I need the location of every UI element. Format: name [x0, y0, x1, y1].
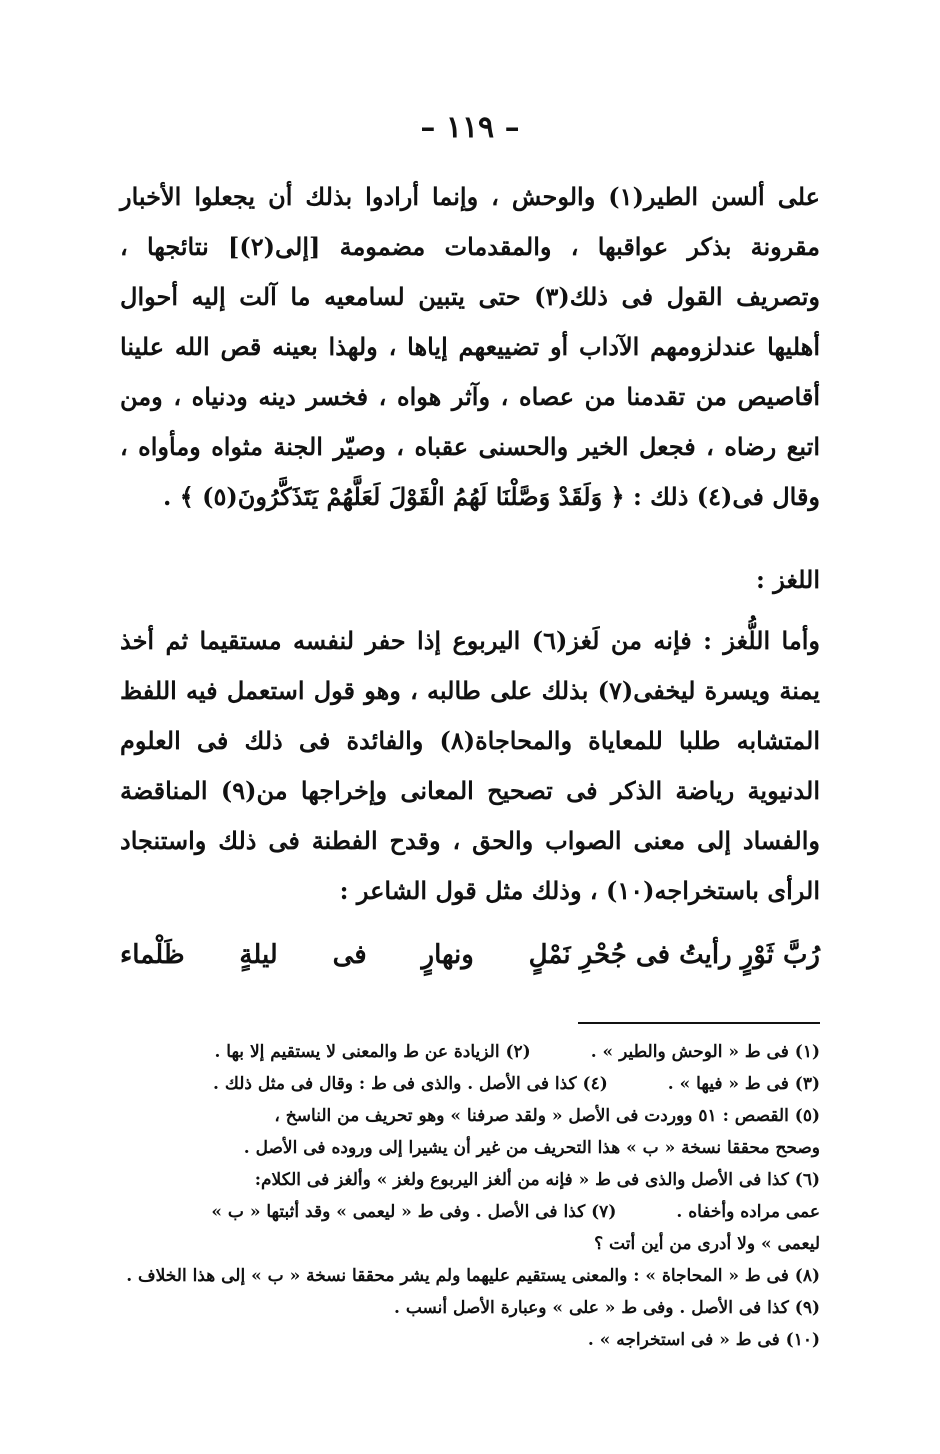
footnote-row: [120, 1068, 820, 1100]
verse-word-fi: فى: [332, 940, 367, 970]
section-heading-riddle: اللغز :: [756, 565, 820, 594]
footnote-2: (٢) الزيادة عن ط والمعنى لا يستقيم إلا بها .: [214, 1042, 531, 1062]
footnote-7-line-2: ليعمى » ولا أدرى من أين أتت ؟: [594, 1234, 820, 1254]
verse-word-nahar: ونهارٍ: [421, 940, 474, 970]
paragraph-fables: على ألسن الطير(١) والوحش ، وإنما أرادوا بذلك أن يجعلوا الأخبار مقرونة بذكر عواقبها ، والمقدمات مضمومة [إلى(٢)] نتائجها ، وتصريف القول فى ذلك(٣) حتى يتبين لسامعيه ما آلت إليه أحوال أهليها عندلزومهم الآداب أو تضييعهم إياها ، ولهذا بعينه قص الله علينا أقاصيص من تقدمنا من عصاه ، وآثر هواه ، فخسر دينه ودنياه ، ومن اتبع رضاه ، فجعل الخير والحسنى عقباه ، وصيّر الجنة مثواه ومأواه ، وقال فى(٤) ذلك : ﴿ وَلَقَدْ وَصَّلْنَا لَهُمُ الْقَوْلَ لَعَلَّهُمْ يَتَذَكَّرُونَ(٥) ﴾ .: [120, 182, 820, 511]
paragraph-riddle: وأما اللُّغز : فإنه من لَغز(٦) اليربوع إذا حفر لنفسه مستقيما ثم أخذ يمنة ويسرة ليخفى(٧) بذلك على طالبه ، وهو قول استعمل فيه اللفظ المتشابه طلبا للمعاياة والمحاجاة(٨) والفائدة فى ذلك فى العلوم الدنيوية رياضة الذكر فى تصحيح المعانى وإخراجها من(٩) المناقضة والفساد إلى معنى الصواب والحق ، وقدح الفطنة فى ذلك واستنجاد الرأى باستخراجه(١٠) ، وذلك مثل قول الشاعر :: [120, 626, 820, 905]
footnote-7-line-1: (٧) كذا فى الأصل . وفى ط « ليعمى » وقد أثبتها « ب »: [211, 1202, 617, 1222]
verse-word-zalma: ظَلْماء: [120, 940, 185, 970]
footnote-10: (١٠) فى ط « فى استخراجه » .: [587, 1330, 820, 1350]
footnotes: [120, 1036, 820, 1356]
page-number: – ١١٩ –: [420, 110, 520, 145]
footnote-5-line-1: (٥) القصص : ٥١ ووردت فى الأصل « ولقد صرفنا » وهو تحريف من الناسخ ،: [274, 1106, 820, 1126]
footnote-row: [120, 1036, 820, 1068]
footnote-row: [120, 1196, 820, 1228]
footnote-8: (٨) فى ط « المحاجاة » : والمعنى يستقيم عليهما ولم يشر محققا نسخة « ب » إلى هذا الخلاف .: [126, 1266, 820, 1286]
footnote-4: (٤) كذا فى الأصل . والذى فى ط : وقال فى مثل ذلك .: [213, 1074, 608, 1094]
footnote-separator: [578, 1022, 820, 1024]
footnote-3: (٣) فى ط « فيها » .: [667, 1074, 820, 1094]
verse-hemistich-1: رُبَّ ثَوْرٍ رأيتُ فى جُحْرِ نَمْلٍ: [528, 940, 820, 970]
footnote-9: (٩) كذا فى الأصل . وفى ط « على » وعبارة الأصل أنسب .: [393, 1298, 820, 1318]
footnote-5-line-2: وصحح محققا نسخة « ب » هذا التحريف من غير أن يشيرا إلى وروده فى الأصل .: [243, 1138, 820, 1158]
poetry-verse: [120, 940, 820, 970]
verse-word-layla: ليلةٍ: [239, 940, 278, 970]
footnote-6-line-2: عمى مراده وأخفاه .: [676, 1202, 820, 1222]
footnote-1: (١) فى ط « الوحش والطير » .: [590, 1042, 820, 1062]
footnote-6-line-1: (٦) كذا فى الأصل والذى فى ط « فإنه من ألغز اليربوع ولغز » وألغز فى الكلام:: [254, 1170, 820, 1190]
